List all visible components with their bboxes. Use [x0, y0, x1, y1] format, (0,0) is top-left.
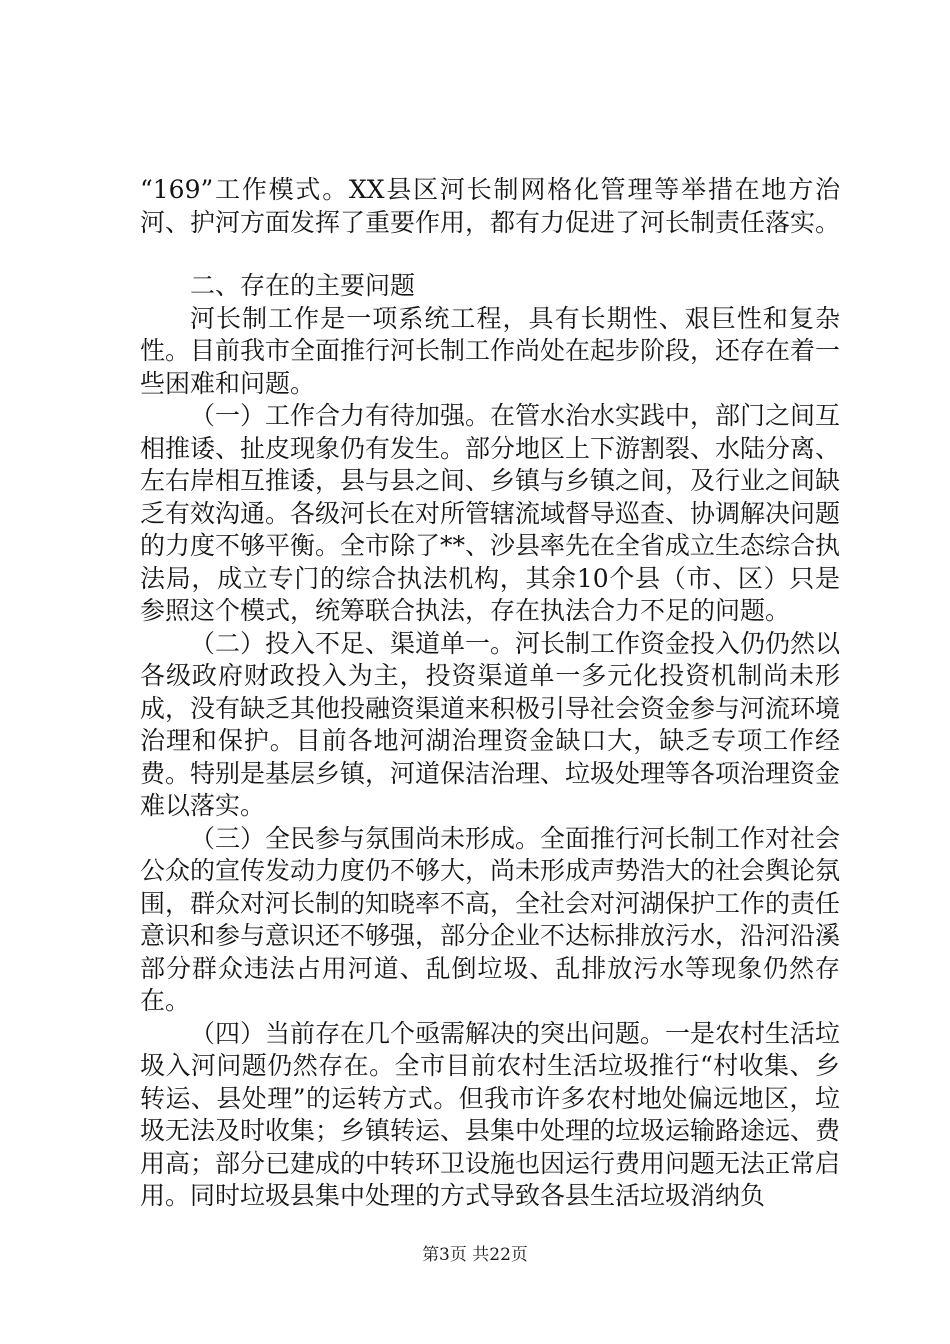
- page-footer: 第3页 共22页: [422, 1245, 528, 1265]
- paragraph-item-1: （一）工作合力有待加强。在管水治水实践中，部门之间互相推诿、扯皮现象仍有发生。部分地区上下游割裂、水陆分离、左右岸相互推诿，县与县之间、乡镇与乡镇之间，及行业之间缺乏有效沟通。各级河长在对所管辖流域督导巡查、协调解决问题的力度不够平衡。全市除了**、沙县率先在全省成立生态综合执法局，成立专门的综合执法机构，其余10个县（市、区）只是参照这个模式，统筹联合执法，存在执法合力不足的问题。: [140, 401, 841, 625]
- paragraph-item-3: （三）全民参与氛围尚未形成。全面推行河长制工作对社会公众的宣传发动力度仍不够大，尚未形成声势浩大的社会舆论氛围，群众对河长制的知晓率不高，全社会对河湖保护工作的责任意识和参与意识还不够强，部分企业不达标排放污水，沿河沿溪部分群众违法占用河道、乱倒垃圾、乱排放污水等现象仍然存在。: [140, 823, 841, 1015]
- paragraph-item-2: （二）投入不足、渠道单一。河长制工作资金投入仍仍然以各级政府财政投入为主，投资渠道单一多元化投资机制尚未形成，没有缺乏其他投融资渠道来积极引导社会资金参与河流环境治理和保护。目前各地河湖治理资金缺口大，缺乏专项工作经费。特别是基层乡镇，河道保洁治理、垃圾处理等各项治理资金难以落实。: [140, 628, 841, 820]
- paragraph-continuation: “169”工作模式。XX县区河长制网格化管理等举措在地方治河、护河方面发挥了重要作用，都有力促进了河长制责任落实。: [140, 175, 841, 237]
- section-heading: 二、存在的主要问题: [190, 271, 416, 300]
- paragraph-intro: 河长制工作是一项系统工程，具有长期性、艰巨性和复杂性。目前我市全面推行河长制工作尚处在起步阶段，还存在着一些困难和问题。: [140, 303, 841, 398]
- paragraph-item-4: （四）当前存在几个亟需解决的突出问题。一是农村生活垃圾入河问题仍然存在。全市目前农村生活垃圾推行“村收集、乡转运、县处理”的运转方式。但我市许多农村地处偏远地区，垃圾无法及时收集；乡镇转运、县集中处理的垃圾运输路途远、费用高；部分已建成的中转环卫设施也因运行费用问题无法正常启用。同时垃圾县集中处理的方式导致各县生活垃圾消纳负: [140, 1018, 841, 1210]
- body-text: [140, 174, 840, 1213]
